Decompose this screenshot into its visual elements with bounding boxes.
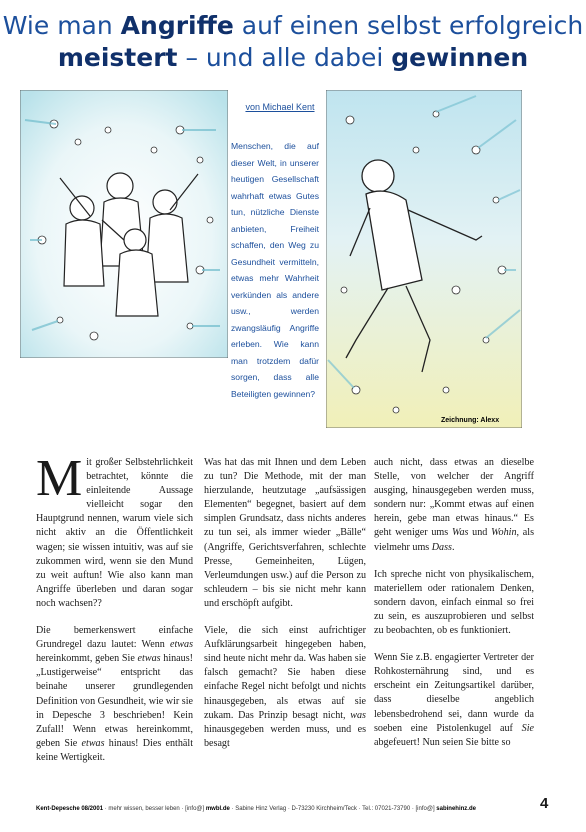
paragraph-text: , als vielmehr ums [374, 527, 534, 553]
paragraph-text: hereinkommt, geben Sie [36, 653, 138, 665]
paragraph-text: it großer Selbstehrlichkeit betrachtet, könnte die einleitende Aussage vielleicht sogar den Hauptgrund nennen, warum viele sich nicht aktiv an die Öffentlichkeit wagen; sie wissen intuitiv, was auf sie zukommen wird, wenn sie den Mund zu weit auftun! Wie also kann man Angriffe überleben und daran sogar noch wachsen?? [36, 457, 193, 609]
footer-publication: Kent-Depesche 08/2001 [36, 806, 104, 812]
text-column-1 [36, 450, 193, 778]
footer-link[interactable]: mwbl.de [205, 806, 230, 812]
paragraph: Was hat das mit Ihnen und dem Leben zu tun? Die Methode, mit der man hierzulande, heutzutage „aufsässigen Elementen“ begegnet, basiert auf dem simplen Grundsatz, dass nichts anderes zu tun sei, als immer wieder „Bälle“ (Angriffe, Gerichtsverfahren, schlechte Presse, Gemeinheiten, Lügen, Verleumdungen usw.) auf die Person zu schleudern – bis sie nicht mehr kann und erschöpft aufgibt. [204, 457, 366, 609]
paragraph: Ich spreche nicht von physikalischem, materiellem oder rationalem Denken, sondern davon, einfach einmal so frei zu sein, es auszuprobieren und selbst zu beobachten, ob es funktioniert. [374, 568, 534, 637]
emphasis: etwas [170, 639, 193, 651]
paragraph [36, 450, 193, 611]
footer-text: · Sabine Hinz Verlag · D-73230 Kirchheim/Teck · Tel.: 07021-73790 · [info@] [229, 806, 437, 812]
illustration-joyful-man [326, 90, 522, 428]
drop-cap: M [36, 450, 83, 507]
paragraph-text: auch nicht, dass etwas an dieselbe Stelle, von welcher der Angriff ausging, hinausgegeben werden muss, sondern nur: „Kommt etwas auf einen herein, gebe man etwas hinaus.“ Es geht weniger ums [374, 457, 534, 539]
title-text: Wie man [2, 11, 121, 40]
title-bold-word: Angriffe [120, 11, 234, 40]
paragraph [374, 651, 534, 750]
title-text: auf einen selbst erfolgreich [233, 11, 584, 40]
paragraph-text: Viele, die sich einst aufrichtiger Aufklärungsarbeit hingegeben haben, sind heute nicht mehr da. Was haben sie falsch gemacht? Sie haben diese einfache Regel nicht befolgt und nichts hinausgegeben, als etwas auf sie zukam. Das Prinzip besagt nicht, [204, 625, 366, 721]
title-line-1 [0, 10, 586, 42]
emphasis: etwas [137, 653, 161, 665]
paragraph-text: hinaus! Dies enthält keine Wertigkeit. [36, 737, 193, 763]
page-number: 4 [540, 795, 549, 812]
article-title [0, 10, 586, 74]
paragraph-text: Wenn Sie z.B. engagierter Vertreter der Rohkosternährung sind, und es erscheint ein Zeitungsartikel darüber, dass dieselbe angeblich lebensbedrohend sei, dann wurde da soeben eine Pistolenkugel auf [374, 652, 534, 734]
emphasis: Wohin [491, 527, 517, 539]
emphasis: Was [451, 527, 469, 539]
paragraph [374, 456, 534, 555]
paragraph-text: und [468, 527, 492, 539]
paragraph-text: Die bemerkenswert einfache Grundregel dazu lautet: Wenn [36, 625, 193, 651]
paragraph-text: . [451, 541, 455, 553]
paragraph [204, 624, 366, 751]
footer-link[interactable]: sabinehinz.de [436, 806, 476, 812]
footer-text: · mehr wissen, besser leben · [info@] [103, 806, 206, 812]
paragraph-text: hinausgegeben werden muss, und es besagt [204, 723, 366, 749]
paragraph [36, 624, 193, 765]
emphasis: etwas [81, 737, 105, 749]
title-bold-word: gewinnen [391, 43, 529, 72]
paragraph-text: hinaus! „Lustigerweise“ entspricht das beinahe unserer grundlegenden Definition von Gesundheit, wie wir sie in Depesche 3 beschrieben! Kein Zufall! Wenn etwas hereinkommt, geben Sie [36, 653, 193, 749]
page-footer [36, 806, 536, 812]
illustration-attacked-crowd [20, 90, 228, 358]
author-byline: von Michael Kent [245, 102, 315, 112]
emphasis: was [350, 709, 366, 721]
text-column-3 [374, 456, 534, 763]
emphasis: Dass [431, 541, 452, 553]
illustration-credit: Zeichnung: Alexx [441, 417, 500, 424]
paragraph-text: abgefeuert! Nun seien Sie bitte so [374, 736, 511, 748]
title-text: – und alle dabei [177, 43, 392, 72]
intro-teaser: Menschen, die auf dieser Welt, in unserer heutigen Gesellschaft wahrhaft etwas Gutes tun, nützliche Dienste anbieten, Freiheit schaffen, den Weg zu Gesundheit vermitteln, etwas mehr Wahrheit verkünden als andere usw., werden zwangsläufig Angriffe erleben. Wie kann man trotzdem dafür sorgen, dass alle Beteiligten gewinnen? [231, 141, 319, 399]
title-bold-word: meistert [57, 43, 178, 72]
title-line-2 [0, 42, 586, 74]
text-column-2 [204, 456, 366, 764]
emphasis: Sie [521, 722, 534, 734]
